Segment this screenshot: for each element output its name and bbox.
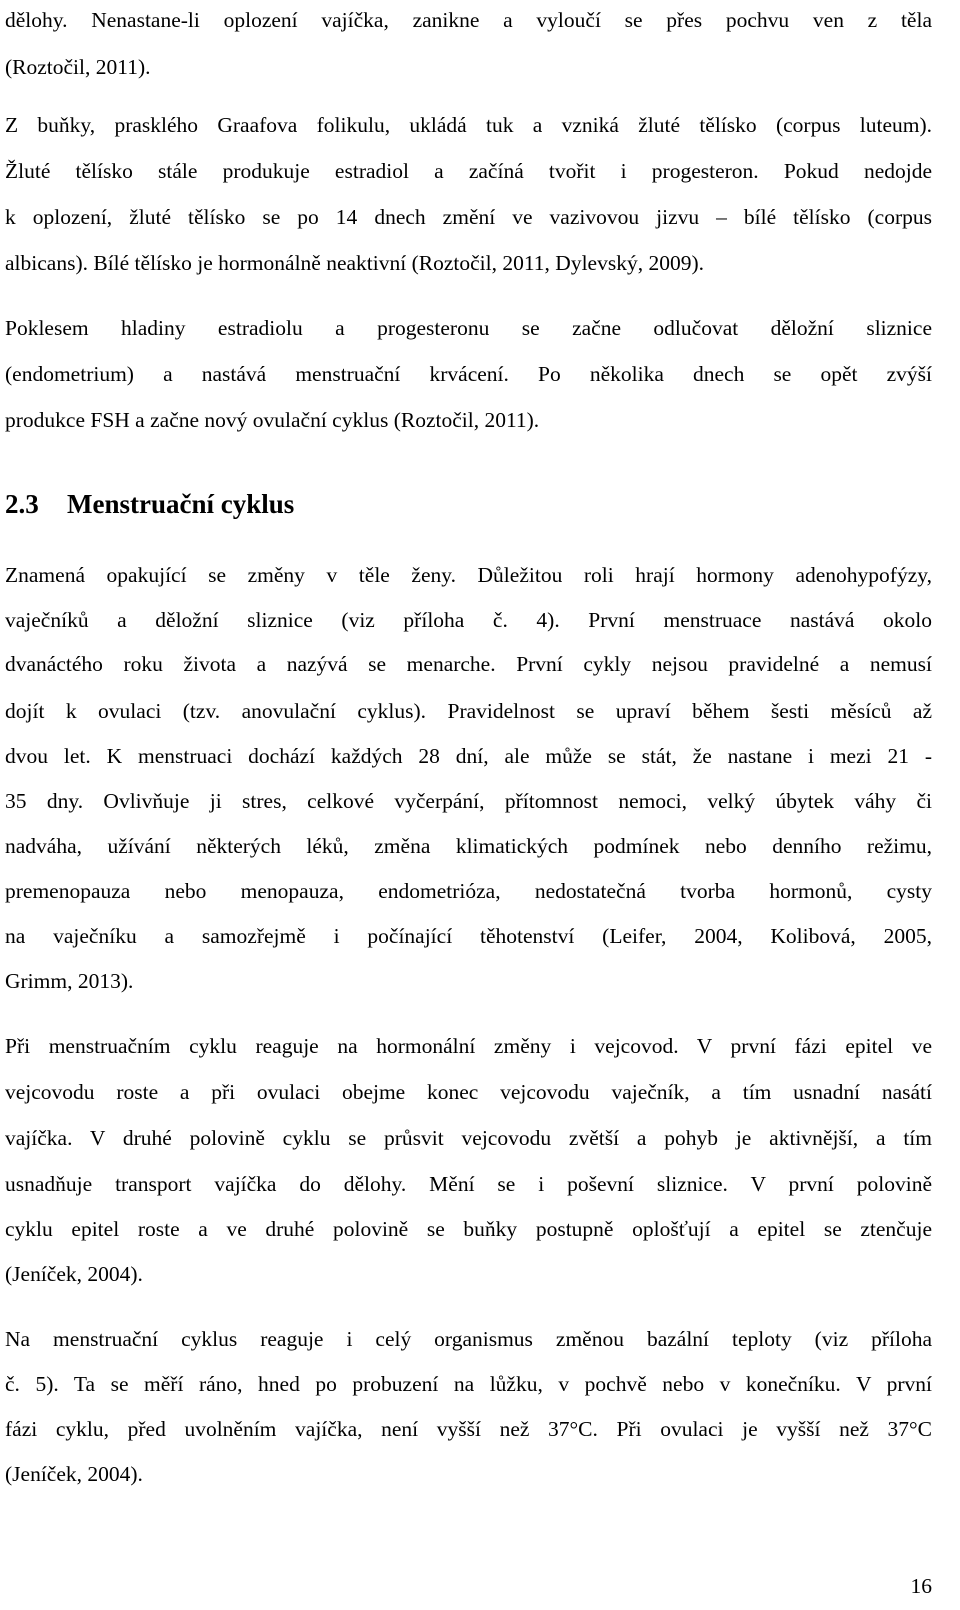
text-line: 35 dny. Ovlivňuje ji stres, celkové vyčerpání, přítomnost nemoci, velký úbytek váhy či: [5, 789, 932, 813]
text-line: (Jeníček, 2004).: [5, 1462, 143, 1486]
text-line: (Roztočil, 2011).: [5, 55, 151, 79]
text-line: vejcovodu roste a při ovulaci obejme konec vejcovodu vaječník, a tím usnadní nasátí: [5, 1080, 932, 1104]
text-line: Z buňky, prasklého Graafova folikulu, ukládá tuk a vzniká žluté tělísko (corpus luteum).: [5, 113, 932, 137]
text-line: dojít k ovulaci (tzv. anovulační cyklus). Pravidelnost se upraví během šesti měsíců až: [5, 699, 932, 723]
text-line: dvanáctého roku života a nazývá se menarche. První cykly nejsou pravidelné a nemusí: [5, 652, 932, 676]
text-line: (Jeníček, 2004).: [5, 1262, 143, 1286]
text-line: albicans). Bílé tělísko je hormonálně neaktivní (Roztočil, 2011, Dylevský, 2009).: [5, 251, 705, 275]
section-number: 2.3: [5, 489, 39, 519]
text-line: fázi cyklu, před uvolněním vajíčka, není vyšší než 37°C. Při ovulaci je vyšší než 37°C: [5, 1417, 932, 1441]
text-line: Znamená opakující se změny v těle ženy. Důležitou roli hrají hormony adenohypofýzy,: [5, 563, 932, 587]
text-line: Poklesem hladiny estradiolu a progesteronu se začne odlučovat děložní sliznice: [5, 316, 932, 340]
text-line: dvou let. K menstruaci dochází každých 28 dní, ale může se stát, že nastane i mezi 21 -: [5, 744, 932, 768]
text-line: Při menstruačním cyklu reaguje na hormonální změny i vejcovod. V první fázi epitel ve: [5, 1034, 932, 1058]
text-line: nadváha, užívání některých léků, změna klimatických podmínek nebo denního režimu,: [5, 834, 932, 858]
text-line: Na menstruační cyklus reaguje i celý organismus změnou bazální teploty (viz příloha: [5, 1327, 932, 1351]
text-line: na vaječníku a samozřejmě i počínající těhotenství (Leifer, 2004, Kolibová, 2005,: [5, 924, 932, 948]
text-line: usnadňuje transport vajíčka do dělohy. Mění se i poševní sliznice. V první polovině: [5, 1172, 932, 1196]
section-title: Menstruační cyklus: [67, 489, 295, 519]
text-line: vaječníků a děložní sliznice (viz příloha č. 4). První menstruace nastává okolo: [5, 608, 932, 632]
text-line: (endometrium) a nastává menstruační krvácení. Po několika dnech se opět zvýší: [5, 362, 932, 386]
section-heading: [5, 487, 294, 521]
text-line: Žluté tělísko stále produkuje estradiol a začíná tvořit i progesteron. Pokud nedojde: [5, 159, 932, 183]
text-line: vajíčka. V druhé polovině cyklu se průsvit vejcovodu zvětší a pohyb je aktivnější, a tím: [5, 1126, 932, 1150]
text-line: premenopauza nebo menopauza, endometrióza, nedostatečná tvorba hormonů, cysty: [5, 879, 932, 903]
text-line: cyklu epitel roste a ve druhé polovině se buňky postupně oplošťují a epitel se ztenčuje: [5, 1217, 932, 1241]
page-number: 16: [910, 1574, 932, 1598]
text-line: Grimm, 2013).: [5, 969, 134, 993]
text-line: dělohy. Nenastane-li oplození vajíčka, zanikne a vyloučí se přes pochvu ven z těla: [5, 8, 932, 32]
text-line: č. 5). Ta se měří ráno, hned po probuzení na lůžku, v pochvě nebo v konečníku. V první: [5, 1372, 932, 1396]
text-line: produkce FSH a začne nový ovulační cyklus (Roztočil, 2011).: [5, 408, 540, 432]
text-line: k oplození, žluté tělísko se po 14 dnech změní ve vazivovou jizvu – bílé tělísko (corpus: [5, 205, 932, 229]
